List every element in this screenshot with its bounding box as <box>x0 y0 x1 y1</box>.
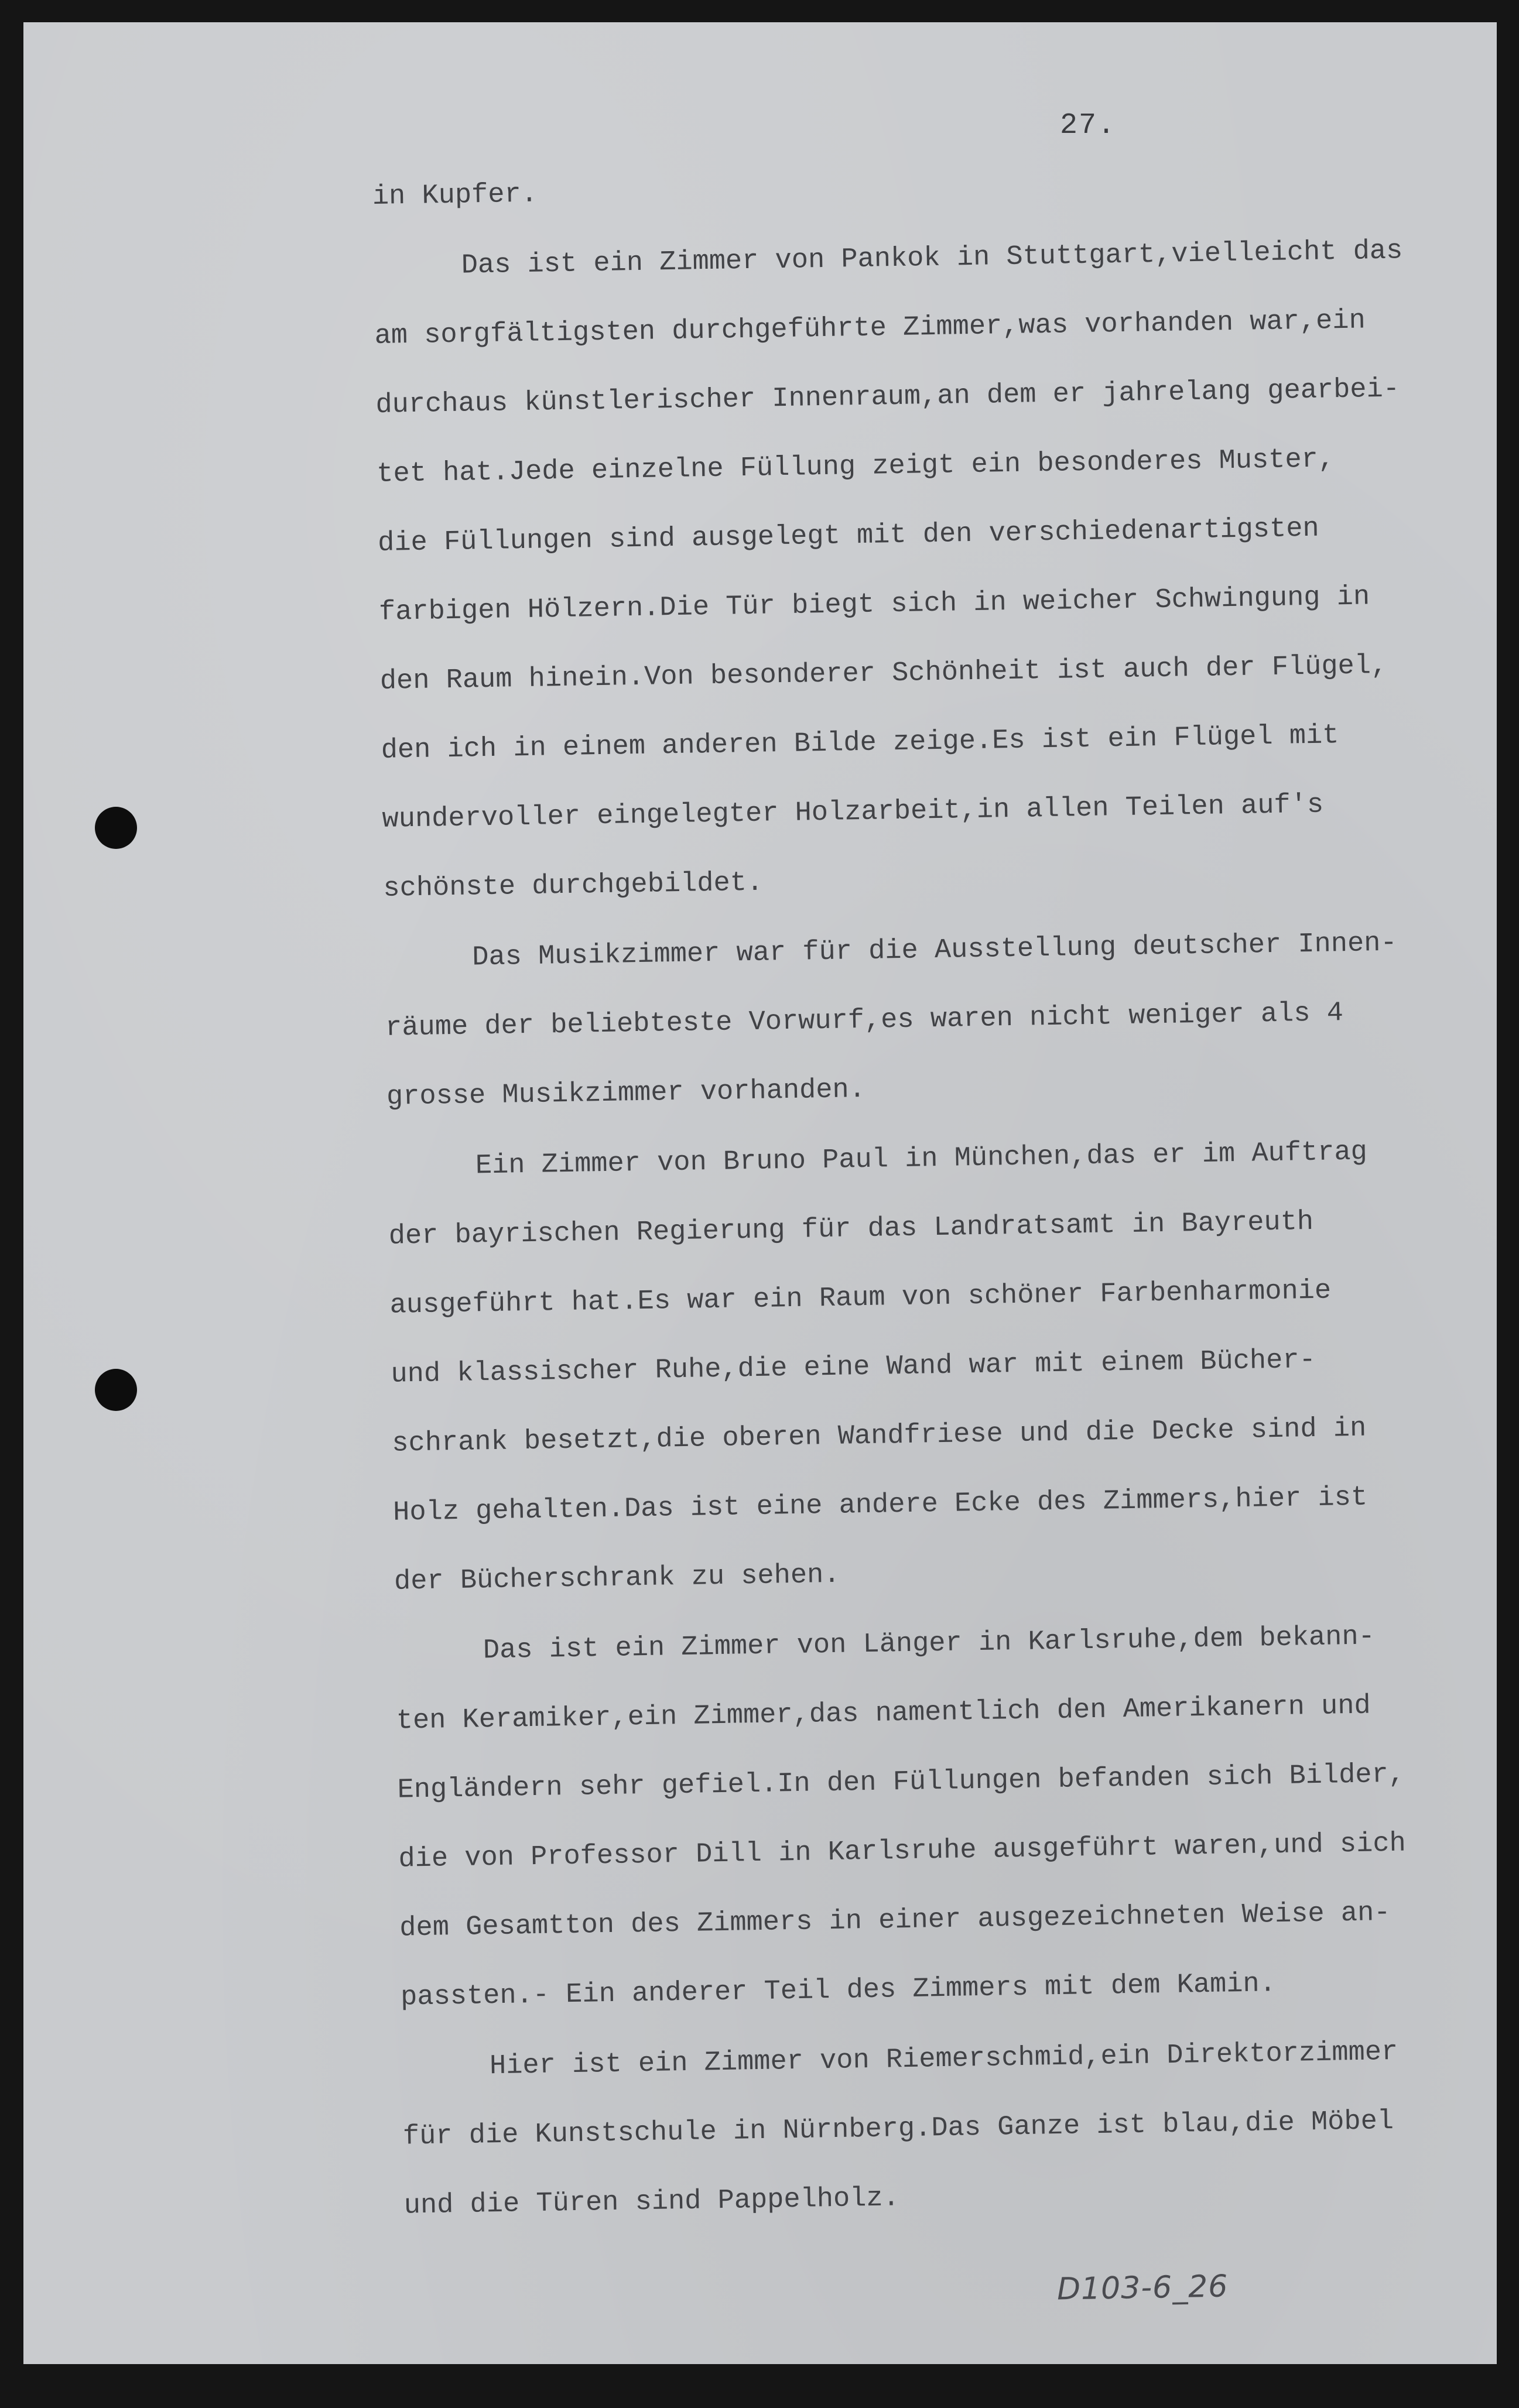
text-line: ausgeführt hat.Es war ein Raum von schöner Farbenharmonie <box>389 1275 1332 1321</box>
paragraph <box>384 907 1517 1132</box>
text-line: und klassischer Ruhe,die eine Wand war mit einem Bücher- <box>391 1344 1316 1390</box>
text-line: den ich in einem anderen Bilde zeige.Es ist ein Flügel mit <box>381 720 1339 766</box>
text-line: am sorgfältigsten durchgeführte Zimmer,was vorhanden war,ein <box>374 305 1366 352</box>
text-line: in Kupfer. <box>372 179 538 213</box>
text-line: ten Keramiker,ein Zimmer,das namentlich den Amerikanern und <box>396 1690 1371 1737</box>
paper-sheet <box>23 22 1497 2364</box>
text-line: durchaus künstlerischer Innenraum,an dem er jahrelang gearbei- <box>375 374 1400 421</box>
text-line: Ein Zimmer von Bruno Paul in München,das er im Auftrag <box>475 1136 1368 1182</box>
text-line: Hier ist ein Zimmer von Riemerschmid,ein Direktorzimmer <box>489 2036 1398 2082</box>
text-line: schönste durchgebildet. <box>383 867 764 905</box>
page-number: 27. <box>1060 109 1117 142</box>
text-line: der Bücherschrank zu sehen. <box>394 1559 840 1598</box>
text-line: Das ist ein Zimmer von Länger in Karlsruhe,dem bekann- <box>483 1621 1376 1667</box>
text-line: die von Professor Dill in Karlsruhe ausgeführt waren,und sich <box>398 1828 1407 1875</box>
text-line: grosse Musikzimmer vorhanden. <box>386 1074 866 1113</box>
text-line: und die Türen sind Pappelholz. <box>403 2183 900 2222</box>
typed-body-text <box>372 145 1519 2241</box>
text-line: für die Kunstschule in Nürnberg.Das Ganze ist blau,die Möbel <box>402 2106 1394 2153</box>
text-line: schrank besetzt,die oberen Wandfriese und die Decke sind in <box>391 1413 1367 1460</box>
paragraph <box>373 215 1514 924</box>
text-line: Holz gehalten.Das ist eine andere Ecke des Zimmers,hier ist <box>392 1482 1368 1529</box>
text-line: den Raum hinein.Von besonderer Schönheit ist auch der Flügel, <box>379 650 1388 697</box>
text-line: räume der beliebteste Vorwurf,es waren nicht weniger als 4 <box>385 998 1344 1044</box>
text-line: farbigen Hölzern.Die Tür biegt sich in weicher Schwingung in <box>378 581 1370 628</box>
text-line: wundervoller eingelegter Holzarbeit,in allen Teilen auf's <box>382 789 1324 835</box>
punch-hole-lower <box>95 1369 137 1411</box>
punch-hole-upper <box>95 807 137 849</box>
text-line: Das Musikzimmer war für die Ausstellung deutscher Innen- <box>471 927 1398 974</box>
text-line: passten.- Ein anderer Teil des Zimmers mit dem Kamin. <box>400 1968 1277 2013</box>
paragraph <box>395 1600 1519 2032</box>
text-line: dem Gesamtton des Zimmers in einer ausgezeichneten Weise an- <box>399 1897 1391 1944</box>
text-line: der bayrischen Regierung für das Landratsamt in Bayreuth <box>388 1206 1314 1252</box>
text-line: tet hat.Jede einzelne Füllung zeigt ein besonderes Muster, <box>376 444 1335 490</box>
text-line: Das ist ein Zimmer von Pankok in Stuttgart,vielleicht das <box>461 235 1403 282</box>
archive-reference: D103-6_26 <box>1056 2269 1229 2307</box>
text-line: Engländern sehr gefiel.In den Füllungen befanden sich Bilder, <box>397 1759 1405 1806</box>
paragraph <box>387 1115 1519 1616</box>
paragraph <box>401 2016 1519 2241</box>
text-line: die Füllungen sind ausgelegt mit den verschiedenartigsten <box>377 513 1320 559</box>
